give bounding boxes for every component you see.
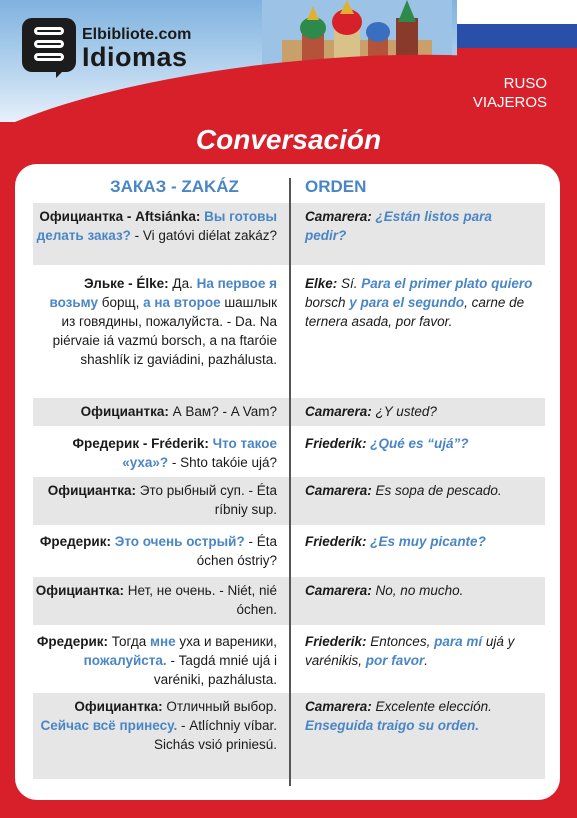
russian-line xyxy=(33,632,277,689)
header xyxy=(0,0,577,122)
phrase-text: Нет, не очень. - Niét, nié óchen. xyxy=(127,583,277,617)
speaker-label: Эльке - Élke: xyxy=(83,276,173,291)
highlighted-phrase: Сейчас всё принесу. xyxy=(40,718,178,733)
speaker-label: Camarera: xyxy=(305,583,376,598)
russian-line xyxy=(33,274,277,369)
phrase-text: - Shto takóie ujá? xyxy=(168,455,277,470)
speaker-label: Camarera: xyxy=(305,699,376,714)
speaker-label: Фредерик: xyxy=(39,534,115,549)
phrase-text: А Вам? - A Vam? xyxy=(172,404,277,419)
phrase-text: борщ, xyxy=(98,295,144,310)
highlighted-phrase: пожалуйста. xyxy=(83,653,167,668)
phrase-text: - Vi gatóvi diélat zakáz? xyxy=(130,228,277,243)
column-divider xyxy=(289,178,291,786)
speaker-label: Фредерик - Fréderik: xyxy=(72,436,213,451)
highlighted-phrase: por favor xyxy=(365,653,425,668)
speaker-label: Официантка: xyxy=(80,404,173,419)
tag-language: RUSO xyxy=(503,75,547,92)
highlighted-phrase: Вы готовы делать заказ? xyxy=(36,209,277,243)
phrase-text: Тогда xyxy=(111,634,150,649)
speaker-label: Camarera: xyxy=(305,209,376,224)
phrase-text: - Éta óchen óstriy? xyxy=(196,534,277,568)
phrase-text: Да. xyxy=(172,276,197,291)
spanish-line xyxy=(305,434,535,453)
highlighted-phrase: Enseguida traigo su orden. xyxy=(305,718,480,733)
spanish-line xyxy=(305,481,535,500)
phrase-text: borsch xyxy=(305,295,350,310)
russian-line xyxy=(33,581,277,619)
phrase-text: шашлык из говядины, пожалуйста. - Da. Na piérvaie iá vazmú borsch, a na ftaróie shashlík iz gaviádini, pazhálusta. xyxy=(52,295,277,367)
spanish-line xyxy=(305,207,535,245)
phrase-text: Отличный выбор. xyxy=(166,699,277,714)
highlighted-phrase: ¿Están listos para pedir? xyxy=(305,209,492,243)
spanish-line xyxy=(305,274,535,331)
highlighted-phrase: Это очень острый? xyxy=(114,534,245,549)
highlighted-phrase: ¿Es muy picante? xyxy=(370,534,486,549)
page-title: Conversación xyxy=(195,124,382,155)
highlighted-phrase: Para el primer plato quiero xyxy=(361,276,533,291)
phrase-text: Это рыбный суп. - Éta ríbniy sup. xyxy=(139,483,277,517)
spanish-line xyxy=(305,402,535,421)
highlighted-phrase: para mí xyxy=(434,634,483,649)
speaker-label: Camarera: xyxy=(305,404,376,419)
phrase-text: No, no mucho. xyxy=(375,583,464,598)
brand-site: Elbibliote.com xyxy=(82,26,192,43)
spanish-line xyxy=(305,581,535,600)
russian-line xyxy=(33,481,277,519)
highlighted-phrase: мне xyxy=(149,634,176,649)
column-head-russian: ЗАКАЗ - ZAKÁZ xyxy=(110,177,239,196)
speaker-label: Официантка: xyxy=(74,699,167,714)
spanish-line xyxy=(305,697,535,735)
speaker-label: Официантка: xyxy=(47,483,140,498)
speaker-label: Фредерик: xyxy=(36,634,112,649)
speaker-label: Friederik: xyxy=(305,534,371,549)
phrase-text: . xyxy=(424,653,429,668)
phrase-text: - Tagdá mnié ujá i varéniki, pazhálusta. xyxy=(153,653,277,687)
logo-tail xyxy=(56,64,70,78)
phrase-text: уха и вареники, xyxy=(175,634,277,649)
column-head-spanish: ORDEN xyxy=(305,177,367,196)
russian-line xyxy=(33,434,277,472)
highlighted-phrase: Что такое «уха»? xyxy=(122,436,277,470)
russian-line xyxy=(33,402,277,421)
speaker-label: Friederik: xyxy=(305,436,371,451)
tag-audience: VIAJEROS xyxy=(472,94,547,111)
brand-name: Idiomas xyxy=(82,42,188,72)
speaker-label: Camarera: xyxy=(305,483,376,498)
phrase-text: ¿Y usted? xyxy=(375,404,437,419)
russian-line xyxy=(33,697,277,754)
phrase-text: , carne de ternera asada, por favor. xyxy=(305,295,525,329)
spanish-line xyxy=(305,632,535,670)
speaker-label: Friederik: xyxy=(305,634,371,649)
russian-line xyxy=(33,532,277,570)
phrase-text: - Atlíchniy víbar. Sichás vsió priniesú. xyxy=(153,718,277,752)
highlighted-phrase: На первое я возьму xyxy=(49,276,277,310)
phrase-text: ujá y varénikis, xyxy=(305,634,515,668)
phrase-text: Sí. xyxy=(341,276,362,291)
highlighted-phrase: а на второе xyxy=(143,295,221,310)
spanish-line xyxy=(305,532,535,551)
russian-line xyxy=(33,207,277,245)
speaker-label: Официантка - Aftsiánka: xyxy=(39,209,205,224)
speaker-label: Elke: xyxy=(305,276,342,291)
highlighted-phrase: ¿Qué es “ujá”? xyxy=(370,436,469,451)
category-tag xyxy=(473,74,547,112)
phrase-text: Entonces, xyxy=(370,634,435,649)
speaker-label: Официантка: xyxy=(35,583,128,598)
phrase-text: Es sopa de pescado. xyxy=(375,483,502,498)
phrase-text: Excelente elección. xyxy=(375,699,492,714)
highlighted-phrase: y para el segundo xyxy=(349,295,465,310)
